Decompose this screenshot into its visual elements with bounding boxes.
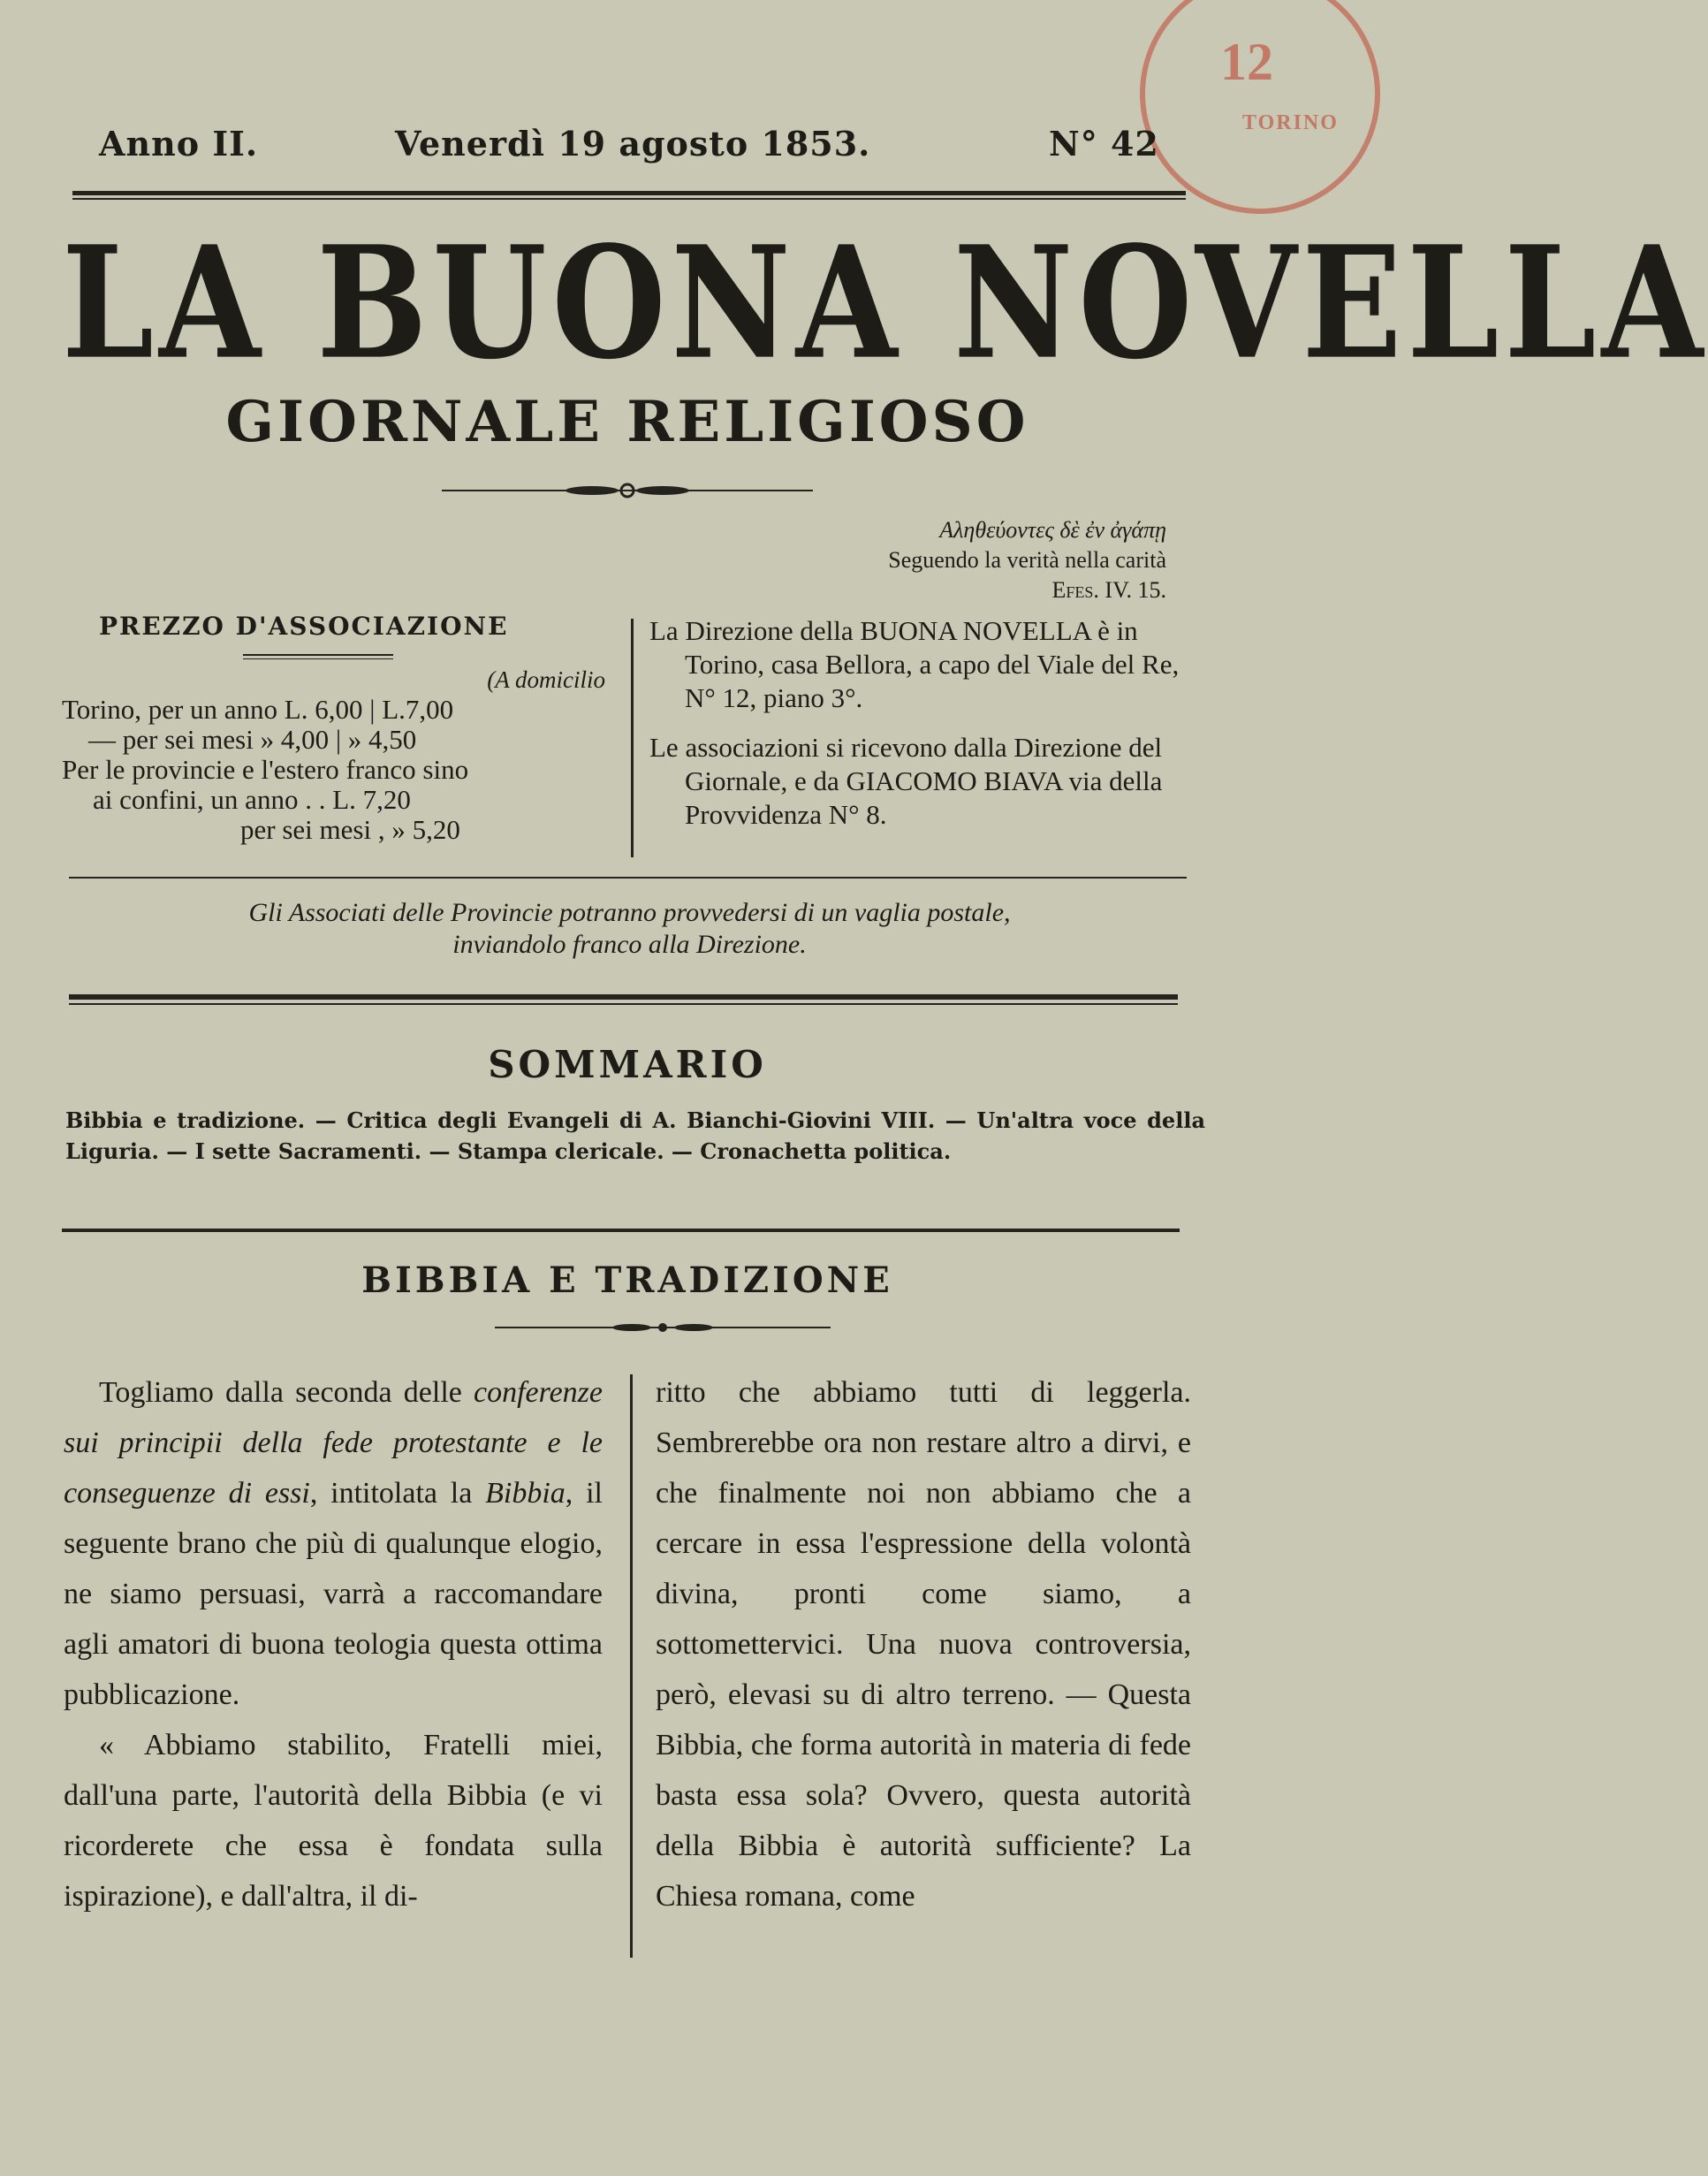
summary-title: SOMMARIO xyxy=(488,1043,767,1086)
article-text: , il seguente brano che più di qualunque elogio, ne siamo persuasi, varrà a raccomandare agli amatori di buona teologia questa ottima pubblicazione. xyxy=(64,1477,603,1711)
direction-info xyxy=(649,614,1197,848)
issue-year: Anno II. xyxy=(99,124,259,164)
article-paragraph: ritto che abbiamo tutti di leggerla. Sembrerebbe ora non restare altro a dirvi, e che finalmente noi non abbiamo che a cercare in essa l'espressione della volontà divina, pronti come siamo, a sottomettervici. Una nuova controversia, però, elevasi su di altro terreno. — Questa Bibbia, che forma autorità in materia di fede basta essa sola? Ovvero, questa autorità della Bibbia è autorità sufficiente? La Chiesa romana, come xyxy=(656,1376,1191,1913)
stamp-text: TORINO xyxy=(1242,111,1339,134)
column-divider xyxy=(631,619,634,857)
article-text: , intitolata la xyxy=(309,1477,486,1510)
article-text: Togliamo dalla seconda delle xyxy=(99,1376,474,1409)
price-line: — per sei mesi » 4,00 | » 4,50 xyxy=(88,724,417,755)
direction-address: La Direzione della BUONA NOVELLA è in Torino, casa Bellora, a capo del Viale del Re, N° 12, piano 3°. xyxy=(649,615,1180,713)
newspaper-subtitle: GIORNALE RELIGIOSO xyxy=(225,389,1029,455)
section-rule xyxy=(69,877,1187,879)
article-paragraph xyxy=(64,1367,603,1720)
header-rule xyxy=(72,191,1186,195)
price-line: Per le provincie e l'estero franco sino xyxy=(62,754,469,785)
direction-subscriptions: Le associazioni si ricevono dalla Direzione del Giornale, e da GIACOMO BIAVA via della Provvidenza N° 8. xyxy=(649,732,1163,830)
article-text-italic: conferenze sui principii della fede protestante e le conseguenze di essi xyxy=(64,1376,603,1510)
issue-info-row xyxy=(99,124,1159,177)
article-column-divider xyxy=(630,1374,633,1958)
article-column-right xyxy=(656,1367,1191,1921)
association-title-rule-thin xyxy=(243,658,393,659)
motto-block xyxy=(778,515,1166,605)
article-paragraph: « Abbiamo stabilito, Fratelli miei, dall'una parte, l'autorità della Bibbia (e vi ricorderete che essa è fondata sulla ispirazione), e dall'altra, il di- xyxy=(64,1729,603,1913)
newspaper-title: LA BUONA NOVELLA xyxy=(62,211,1708,393)
ornament-divider xyxy=(442,482,813,499)
domicile-label: (A domicilio xyxy=(487,666,605,693)
section-rule-thick xyxy=(69,994,1178,1000)
stamp-number: 12 xyxy=(1220,33,1273,91)
motto-greek: Αληθεύοντες δὲ ἐν ἀγάπῃ xyxy=(939,517,1166,543)
summary-rule xyxy=(62,1229,1180,1232)
issue-number: N° 42 xyxy=(1049,124,1159,164)
article-column-left xyxy=(64,1367,603,1921)
notice-line: inviandolo franco alla Direzione. xyxy=(452,930,807,959)
article-ornament xyxy=(495,1319,831,1336)
postal-stamp xyxy=(1140,0,1380,214)
association-title: PREZZO D'ASSOCIAZIONE xyxy=(99,612,509,641)
header-rule-thin xyxy=(72,198,1186,200)
price-line: ai confini, un anno . . L. 7,20 xyxy=(93,784,411,815)
association-prices xyxy=(62,665,610,845)
issue-date: Venerdì 19 agosto 1853. xyxy=(395,124,871,164)
motto-reference: Efes. IV. 15. xyxy=(1051,577,1166,603)
notice-line: Gli Associati delle Provincie potranno provvedersi di un vaglia postale, xyxy=(248,898,1011,927)
price-line: Torino, per un anno L. 6,00 | L.7,00 xyxy=(62,694,454,725)
association-title-rule xyxy=(243,654,393,656)
article-text-italic: Bibbia xyxy=(485,1477,566,1510)
subscribers-notice xyxy=(71,897,1188,961)
article-title: BIBBIA E TRADIZIONE xyxy=(361,1259,893,1301)
price-line: per sei mesi , » 5,20 xyxy=(240,814,460,845)
motto-italian: Seguendo la verità nella carità xyxy=(888,547,1166,573)
section-rule-thin xyxy=(69,1003,1178,1005)
summary-text: Bibbia e tradizione. — Critica degli Evangeli di A. Bianchi-Giovini VIII. — Un'altra voce della Liguria. — I sette Sacramenti. — Stampa clericale. — Cronachetta politica. xyxy=(65,1107,1205,1164)
